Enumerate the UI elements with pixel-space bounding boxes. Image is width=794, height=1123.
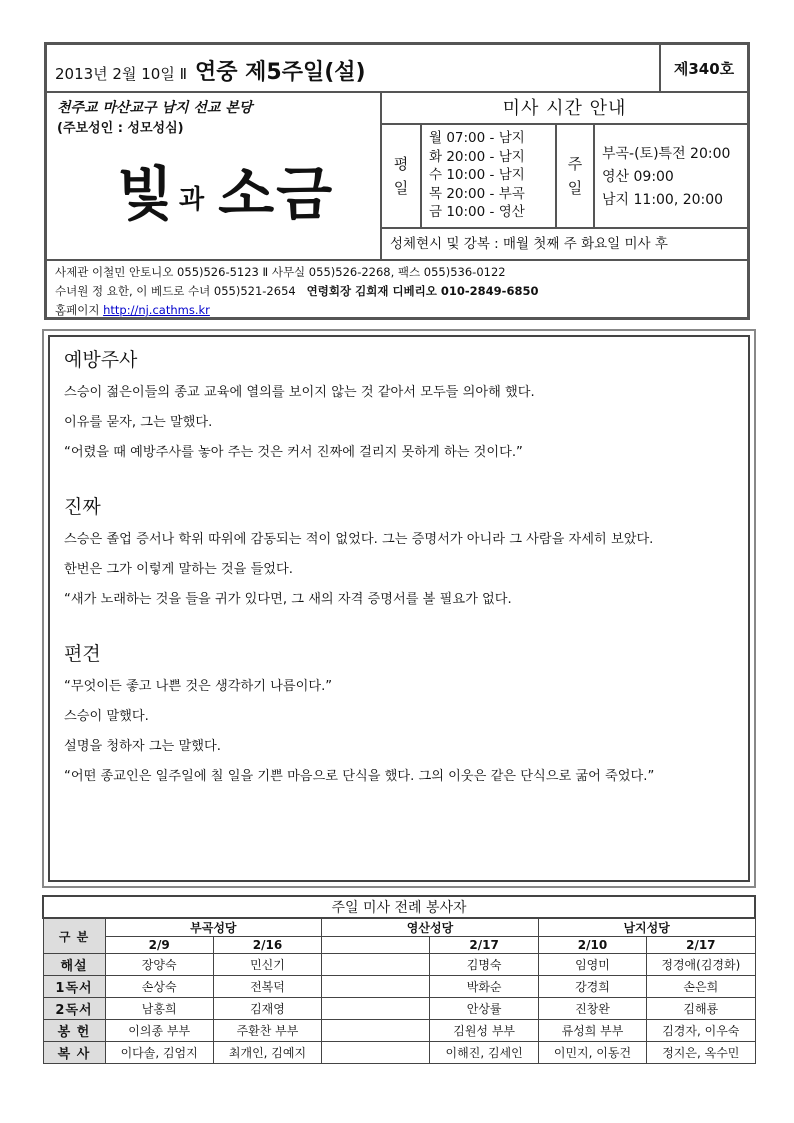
table-row <box>43 1042 755 1064</box>
table-cell <box>322 954 430 976</box>
table-row <box>43 954 755 976</box>
table-cell: 김재영 <box>213 998 321 1020</box>
table-cell: 주환찬 부부 <box>213 1020 321 1042</box>
bulletin-title <box>117 147 334 231</box>
role-label: 1독서 <box>43 976 105 998</box>
contact-line-3 <box>55 301 739 320</box>
roster-table <box>42 895 756 1064</box>
mass-schedule-title: 미사 시간 안내 <box>382 93 747 125</box>
convent-contact: 수녀원 정 요한, 이 베드로 수녀 055)521-2654 <box>55 284 296 298</box>
role-label: 복 사 <box>43 1042 105 1064</box>
weekday-label-1: 평 <box>393 155 409 173</box>
bulletin-title-part1: 빛 <box>117 160 176 228</box>
weekday-mass-item: 수 10:00 - 남지 <box>429 167 525 183</box>
section-title: 진짜 <box>64 496 101 518</box>
liturgical-day: 연중 제5주일(설) <box>194 60 366 85</box>
bulletin-date: 2013년 2월 10일 Ⅱ <box>55 65 187 83</box>
contact-info <box>47 259 747 317</box>
table-cell: 이민지, 이동건 <box>538 1042 646 1064</box>
table-cell: 류성희 부부 <box>538 1020 646 1042</box>
date-header: 2/10 <box>538 937 646 954</box>
table-cell <box>322 976 430 998</box>
table-cell: 정지은, 옥수민 <box>647 1042 755 1064</box>
weekday-mass-list <box>429 129 525 222</box>
table-cell: 민신기 <box>213 954 321 976</box>
homepage-label: 홈페이지 <box>55 303 100 317</box>
table-row <box>43 976 755 998</box>
date-header: 2/17 <box>647 937 755 954</box>
bulletin-title-part2: 소금 <box>218 160 335 228</box>
table-cell: 최개인, 김예지 <box>213 1042 321 1064</box>
date-header: 2/17 <box>430 937 538 954</box>
parish-name: 천주교 마산교구 남지 선교 본당 <box>57 100 253 116</box>
paragraph: 한번은 그가 이렇게 말하는 것을 들었다. <box>64 562 293 577</box>
paragraph: 스승이 젊은이들의 종교 교육에 열의를 보이지 않는 것 같아서 모두들 의아해 했다. <box>64 385 535 400</box>
paragraph: “무엇이든 좋고 나쁜 것은 생각하기 나름이다.” <box>64 679 333 694</box>
table-cell <box>322 998 430 1020</box>
date-line <box>55 55 366 86</box>
weekday-mass-item: 월 07:00 - 남지 <box>429 130 525 146</box>
sunday-mass-item: 영산 09:00 <box>602 169 674 185</box>
table-cell: 손은희 <box>647 976 755 998</box>
table-cell: 이다솔, 김엄지 <box>105 1042 213 1064</box>
sunday-mass-list <box>602 143 730 212</box>
adoration-notice: 성체현시 및 강복 : 매월 첫째 주 화요일 미사 후 <box>382 227 747 259</box>
date-header: 2/16 <box>213 937 321 954</box>
bulletin-title-conj: 과 <box>179 185 207 216</box>
weekday-label <box>382 125 422 227</box>
paragraph: “어렸을 때 예방주사를 놓아 주는 것은 커서 진짜에 걸리지 못하게 하는 것이다.” <box>64 445 523 460</box>
funeral-society-contact: 연령회장 김희재 디베리오 010-2849-6850 <box>306 284 539 298</box>
contact-line-1: 사제관 이철민 안토니오 055)526-5123 Ⅱ 사무실 055)526-2268, 팩스 055)536-0122 <box>55 265 506 279</box>
role-label: 2독서 <box>43 998 105 1020</box>
table-cell: 전복덕 <box>213 976 321 998</box>
table-cell: 강경희 <box>538 976 646 998</box>
bulletin-header <box>44 42 750 320</box>
section-title: 편견 <box>64 643 101 665</box>
table-cell: 진창완 <box>538 998 646 1020</box>
church-header: 남지성당 <box>538 918 755 937</box>
role-label: 해설 <box>43 954 105 976</box>
roster-title: 주일 미사 전례 봉사자 <box>43 896 755 918</box>
table-cell: 손상숙 <box>105 976 213 998</box>
table-cell: 정경애(김경화) <box>647 954 755 976</box>
sunday-label <box>555 125 595 227</box>
section-title: 예방주사 <box>64 349 138 371</box>
weekday-label-2: 일 <box>393 179 409 197</box>
table-cell: 김명숙 <box>430 954 538 976</box>
table-cell: 박화순 <box>430 976 538 998</box>
roster-corner: 구 분 <box>43 918 105 954</box>
sunday-label-1: 주 <box>567 155 583 173</box>
weekday-mass-item: 목 20:00 - 부곡 <box>429 185 525 202</box>
sunday-label-2: 일 <box>567 179 583 197</box>
table-cell: 임영미 <box>538 954 646 976</box>
table-cell: 이해진, 김세인 <box>430 1042 538 1064</box>
table-cell: 김해룡 <box>647 998 755 1020</box>
paragraph: “새가 노래하는 것을 들을 귀가 있다면, 그 새의 자격 증명서를 볼 필요가 없다. <box>64 592 512 607</box>
header-top-bar <box>47 45 747 93</box>
table-cell: 남홍희 <box>105 998 213 1020</box>
parish-block <box>47 93 382 259</box>
patron-saint: (주보성인 : 성모성심) <box>57 121 184 136</box>
table-cell: 김경자, 이우숙 <box>647 1020 755 1042</box>
issue-number: 제340호 <box>659 45 747 93</box>
paragraph: 이유를 묻자, 그는 말했다. <box>64 415 213 430</box>
paragraph: “어떤 종교인은 일주일에 칠 일을 기쁜 마음으로 단식을 했다. 그의 이웃은 같은 단식으로 굶어 죽었다.” <box>64 769 655 784</box>
table-cell: 김원성 부부 <box>430 1020 538 1042</box>
church-header: 부곡성당 <box>105 918 322 937</box>
paragraph: 설명을 청하자 그는 말했다. <box>64 739 221 754</box>
contact-line-2 <box>55 282 739 301</box>
weekday-mass-item: 화 20:00 - 남지 <box>429 148 525 165</box>
table-cell <box>322 1042 430 1064</box>
table-cell: 장양숙 <box>105 954 213 976</box>
table-row <box>43 1020 755 1042</box>
table-row <box>43 998 755 1020</box>
table-cell <box>322 1020 430 1042</box>
paragraph: 스승은 졸업 증서나 학위 따위에 감동되는 적이 없었다. 그는 증명서가 아니라 그 사람을 자세히 보았다. <box>64 532 654 547</box>
homepage-link[interactable]: http://nj.cathms.kr <box>103 303 210 317</box>
sunday-mass-item: 부곡-(토)특전 20:00 <box>602 146 731 162</box>
weekday-mass-item: 금 10:00 - 영산 <box>429 204 525 220</box>
table-cell: 이의종 부부 <box>105 1020 213 1042</box>
liturgy-roster <box>42 895 756 1064</box>
role-label: 봉 헌 <box>43 1020 105 1042</box>
date-header: 2/9 <box>105 937 213 954</box>
church-header: 영산성당 <box>322 918 539 937</box>
article-body <box>48 335 750 882</box>
paragraph: 스승이 말했다. <box>64 709 149 724</box>
date-header <box>322 937 430 954</box>
table-cell: 안상률 <box>430 998 538 1020</box>
sunday-mass-item: 남지 11:00, 20:00 <box>602 192 724 208</box>
article-frame <box>42 329 756 888</box>
